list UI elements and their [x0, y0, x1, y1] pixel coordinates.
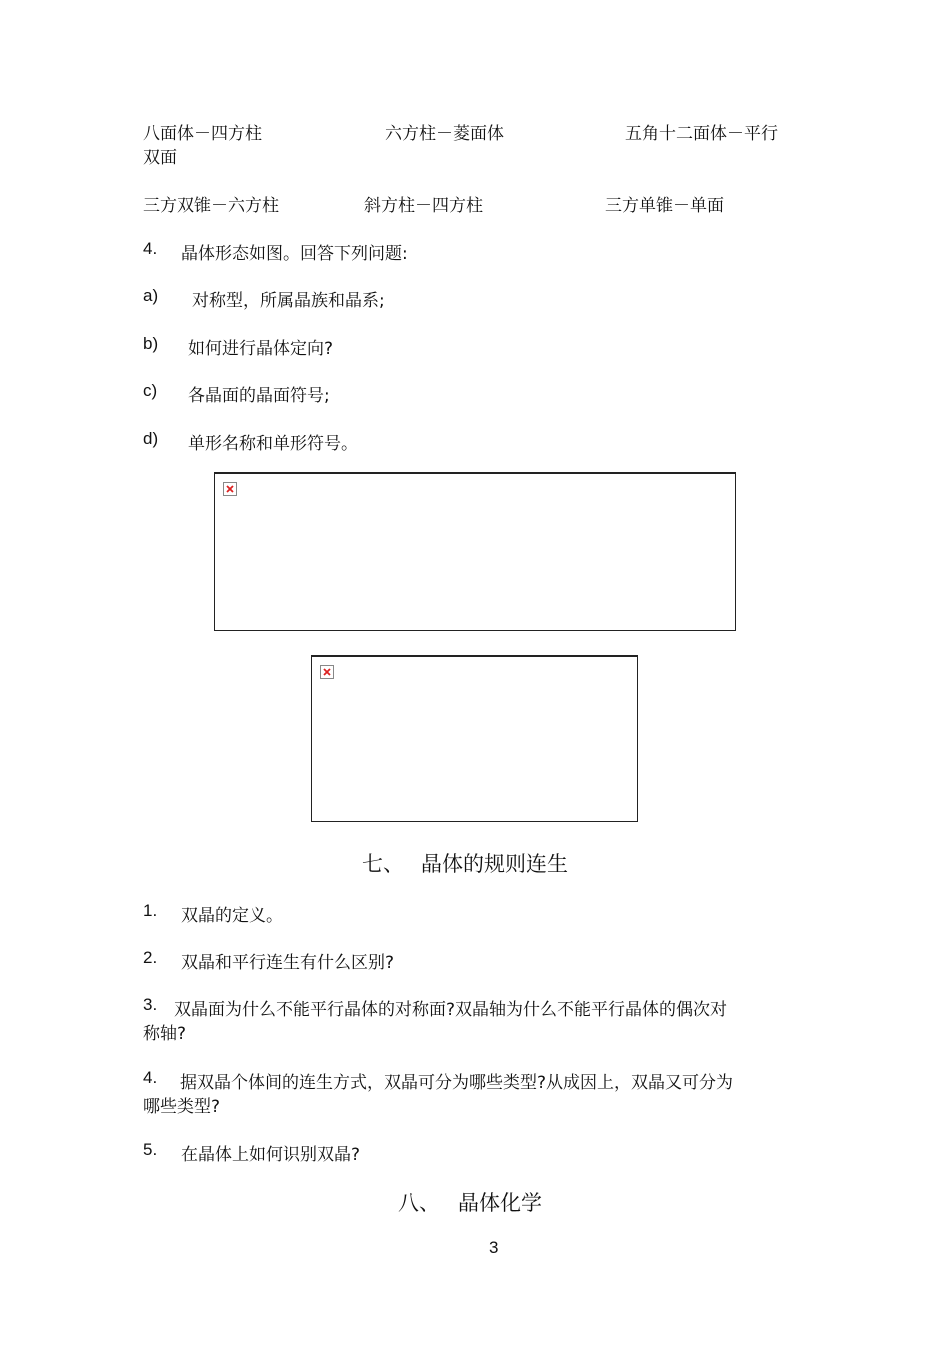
form-combo-3-cont: 双面: [143, 148, 177, 168]
q4-number: 4.: [143, 239, 158, 258]
form-combo-5: 斜方柱－四方柱: [364, 196, 483, 216]
crystal-figure-2: [311, 655, 638, 822]
section7-number: 七、: [362, 852, 404, 876]
form-combo-2: 六方柱－菱面体: [385, 124, 504, 144]
s7-q5-text: 在晶体上如何识别双晶?: [181, 1145, 361, 1165]
q4-sub-a-label: a): [143, 286, 159, 305]
form-combo-1: 八面体－四方柱: [143, 124, 262, 144]
q4-sub-c-label: c): [143, 381, 158, 400]
s7-q3-number: 3.: [143, 995, 158, 1014]
q4-text: 晶体形态如图。回答下列问题:: [181, 244, 408, 264]
s7-q3-text-line2: 称轴?: [143, 1024, 187, 1044]
q4-sub-d-label: d): [143, 429, 159, 448]
broken-image-icon: [223, 482, 237, 496]
page-number: 3: [489, 1238, 499, 1257]
section8-number: 八、: [398, 1191, 440, 1215]
s7-q5-number: 5.: [143, 1140, 158, 1159]
s7-q3-text-line1: 双晶面为什么不能平行晶体的对称面?双晶轴为什么不能平行晶体的偶次对: [174, 1000, 728, 1020]
s7-q4-text-line2: 哪些类型?: [143, 1097, 221, 1117]
q4-sub-a-text: 对称型，所属晶族和晶系;: [192, 291, 385, 311]
s7-q4-text-line1: 据双晶个体间的连生方式，双晶可分为哪些类型?从成因上，双晶又可分为: [180, 1073, 734, 1093]
s7-q1-number: 1.: [143, 901, 158, 920]
s7-q2-text: 双晶和平行连生有什么区别?: [181, 953, 395, 973]
section7-title: 晶体的规则连生: [421, 852, 568, 876]
broken-image-icon: [320, 665, 334, 679]
s7-q2-number: 2.: [143, 948, 158, 967]
q4-sub-c-text: 各晶面的晶面符号;: [188, 386, 330, 406]
s7-q1-text: 双晶的定义。: [181, 906, 283, 926]
form-combo-6: 三方单锥－单面: [605, 196, 724, 216]
crystal-figure-1: [214, 472, 736, 631]
form-combo-4: 三方双锥－六方柱: [143, 196, 279, 216]
q4-sub-b-label: b): [143, 334, 159, 353]
s7-q4-number: 4.: [143, 1068, 158, 1087]
q4-sub-d-text: 单形名称和单形符号。: [188, 434, 358, 454]
q4-sub-b-text: 如何进行晶体定向?: [188, 339, 334, 359]
section8-title: 晶体化学: [458, 1191, 542, 1215]
form-combo-3: 五角十二面体－平行: [625, 124, 778, 144]
